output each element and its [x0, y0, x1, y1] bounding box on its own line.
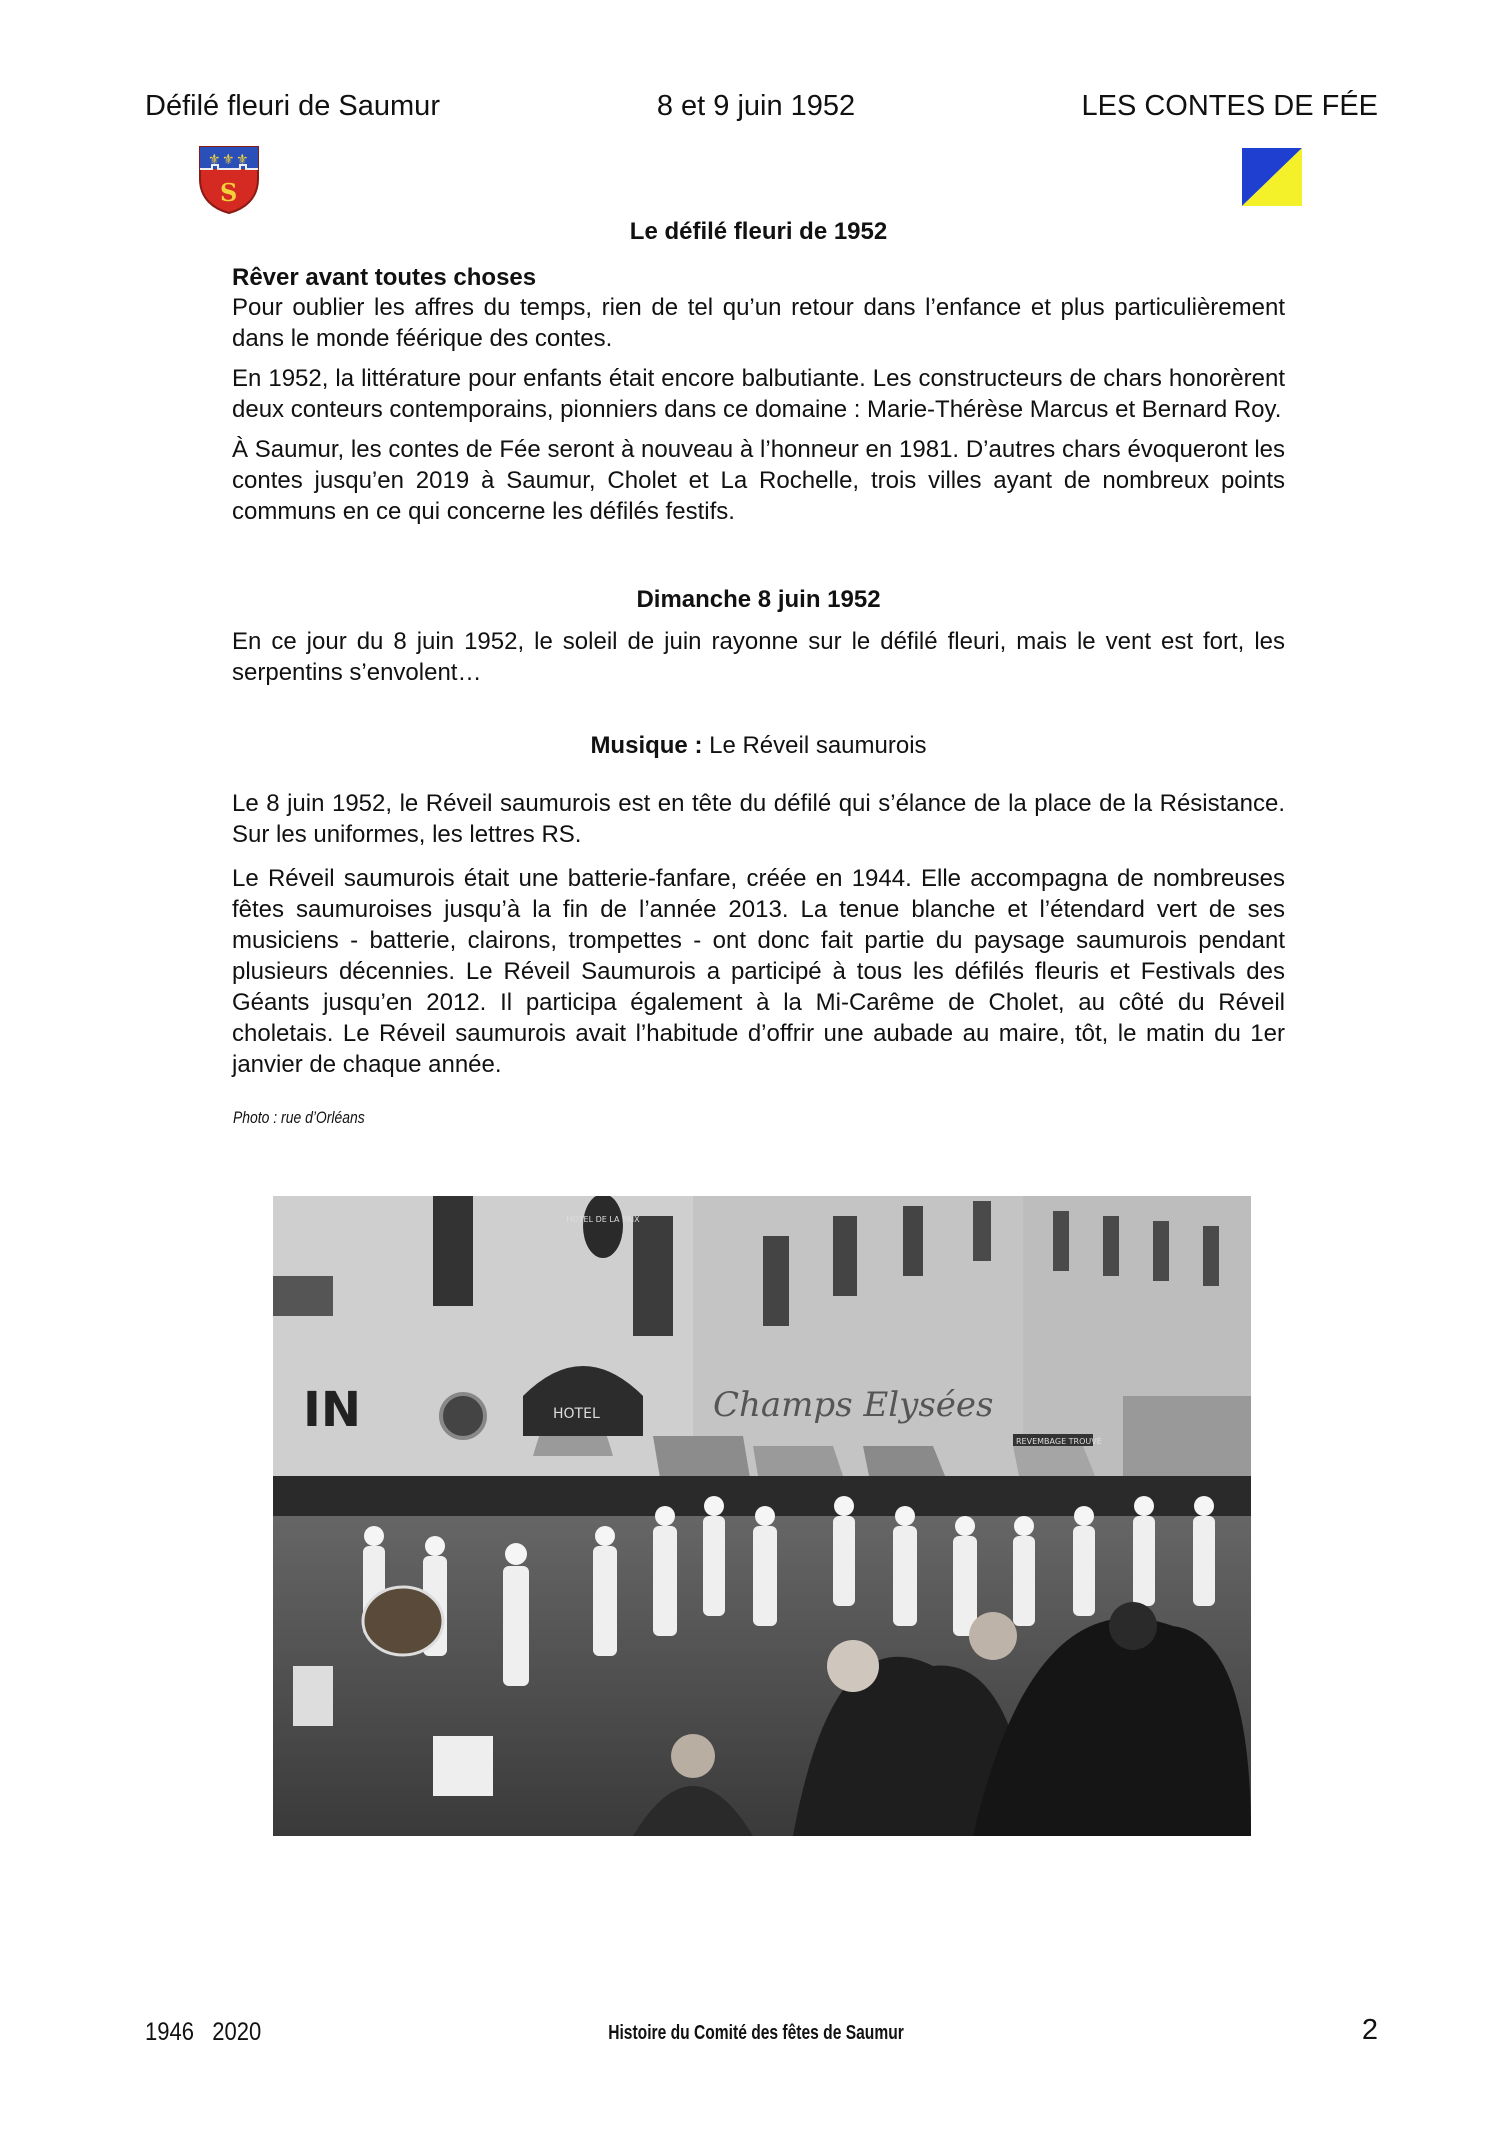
parade-photo	[273, 1196, 1251, 1836]
hotel-blade-text: HOTEL DE LA PAIX	[566, 1215, 640, 1224]
photo-caption: Photo : rue d’Orléans	[233, 1108, 365, 1127]
hotel-canopy-text: HOTEL	[553, 1406, 600, 1422]
svg-text:⚜: ⚜	[208, 152, 221, 168]
music-paragraph: Le Réveil saumurois était une batterie-fanfare, créée en 1944. Elle accompagna de nombreuses fêtes saumuroises jusqu’à la fin de l’année 2013. La tenue blanche et l’étendard vert de ses musiciens - batterie, clairons, trompettes - ont donc fait partie du paysage saumurois pendant plusieurs décennies. Le Réveil Saumurois a participé à tous les défilés fleuris et Festivals des Géants jusqu’en 2012. Il participa également à la Mi-Carême de Cholet, au côté du Réveil choletais. Le Réveil saumurois avait l’habitude d’offrir une aubade au maire, tôt, le matin du 1er janvier de chaque année.	[232, 865, 1285, 1078]
sunday-title: Dimanche 8 juin 1952	[636, 586, 881, 613]
intro-text	[232, 292, 1285, 527]
intro-paragraph: À Saumur, les contes de Fée seront à nouveau à l’honneur en 1981. D’autres chars évoqueront les contes jusqu’en 2019 à Saumur, Cholet et La Rochelle, trois villes ayant de nombreux points communs en ce qui concerne les défilés festifs.	[232, 436, 1285, 525]
section-title: Le défilé fleuri de 1952	[629, 218, 888, 245]
shop-letters: IN	[303, 1382, 362, 1438]
music-label: Musique :	[590, 732, 703, 759]
svg-text:⚜: ⚜	[236, 152, 249, 168]
music-text	[232, 788, 1285, 1080]
header-left-title: Défilé fleuri de Saumur	[145, 90, 440, 122]
music-paragraph: Le 8 juin 1952, le Réveil saumurois est en tête du défilé qui s’élance de la place de la Résistance. Sur les uniformes, les lettres RS.	[232, 790, 1285, 848]
header-right-title: LES CONTES DE FÉE	[1081, 90, 1378, 122]
flag-icon	[1242, 148, 1302, 206]
sunday-paragraph: En ce jour du 8 juin 1952, le soleil de juin rayonne sur le défilé fleuri, mais le vent est fort, les serpentins s’envolent…	[232, 628, 1285, 686]
header-date: 8 et 9 juin 1952	[656, 90, 856, 122]
music-heading	[232, 732, 1285, 760]
sunday-text	[232, 626, 1285, 688]
footer-years: 1946 2020	[145, 2018, 262, 2046]
svg-text:⚜: ⚜	[222, 152, 235, 168]
cafe-sign: Champs Elysées	[713, 1385, 994, 1425]
section-subtitle: Rêver avant toutes choses	[232, 264, 537, 291]
intro-paragraph: En 1952, la littérature pour enfants était encore balbutiante. Les constructeurs de chars honorèrent deux conteurs contemporains, pionniers dans ce domaine : Marie-Thérèse Marcus et Bernard Roy.	[232, 365, 1285, 423]
footer-title: Histoire du Comité des fêtes de Saumur	[608, 2022, 904, 2044]
saumur-crest-icon	[198, 145, 260, 215]
shop-sign: REVEMBAGE TROUVÉ	[1016, 1437, 1102, 1446]
music-name: Le Réveil saumurois	[702, 732, 927, 759]
page-number: 2	[1361, 2014, 1378, 2046]
intro-paragraph: Pour oublier les affres du temps, rien de tel qu’un retour dans l’enfance et plus particulièrement dans le monde féérique des contes.	[232, 294, 1285, 352]
svg-text:S: S	[220, 178, 238, 207]
